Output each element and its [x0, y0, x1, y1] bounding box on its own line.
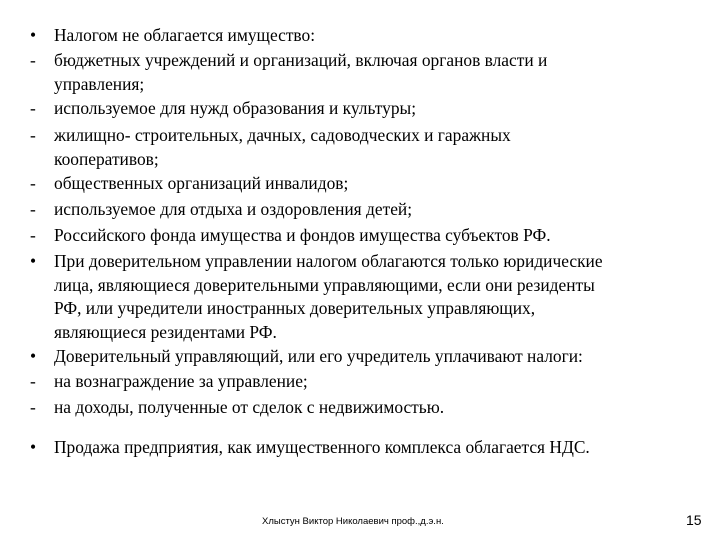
bullet-marker: • [30, 346, 37, 366]
item-line: РФ, или учредители иностранных доверительных управляющих, [54, 298, 536, 318]
item-line: управления; [54, 73, 145, 94]
dash-marker: - [30, 225, 36, 245]
bullet-marker: • [30, 437, 37, 457]
item-line: на вознаграждение за управление; [54, 371, 308, 391]
item-line: на доходы, полученные от сделок с недвижимостью. [54, 397, 445, 417]
item-line: бюджетных учреждений и организаций, включая органов власти и [54, 50, 548, 70]
item-line: При доверительном управлении налогом облагаются только юридические [54, 251, 603, 271]
dash-marker: - [30, 125, 36, 145]
page-number: 15 [686, 512, 702, 528]
item-line: Налогом не облагается имущество: [54, 25, 316, 45]
dash-marker: - [30, 98, 36, 118]
footer-author: Хлыстун Виктор Николаевич проф.,д.э.н. [262, 516, 444, 527]
item-line: общественных организаций инвалидов; [54, 173, 349, 193]
dash-marker: - [30, 50, 36, 70]
item-line: Доверительный управляющий, или его учредитель уплачивают налоги: [54, 346, 583, 366]
item-line: Российского фонда имущества и фондов имущества субъектов РФ. [54, 225, 551, 245]
item-line: используемое для отдыха и оздоровления детей; [54, 199, 413, 219]
item-line: лица, являющиеся доверительными управляющими, если они резиденты [54, 274, 595, 295]
item-line: кооперативов; [54, 148, 159, 169]
item-line: Продажа предприятия, как имущественного комплекса облагается НДС. [54, 437, 590, 457]
dash-marker: - [30, 371, 36, 391]
bullet-marker: • [30, 25, 37, 45]
item-line: жилищно- строительных, дачных, садоводческих и гаражных [54, 125, 511, 145]
dash-marker: - [30, 397, 36, 417]
dash-marker: - [30, 199, 36, 219]
dash-marker: - [30, 173, 36, 193]
item-line: используемое для нужд образования и культуры; [54, 98, 417, 118]
bullet-marker: • [30, 251, 37, 271]
item-line: являющиеся резидентами РФ. [54, 321, 277, 342]
